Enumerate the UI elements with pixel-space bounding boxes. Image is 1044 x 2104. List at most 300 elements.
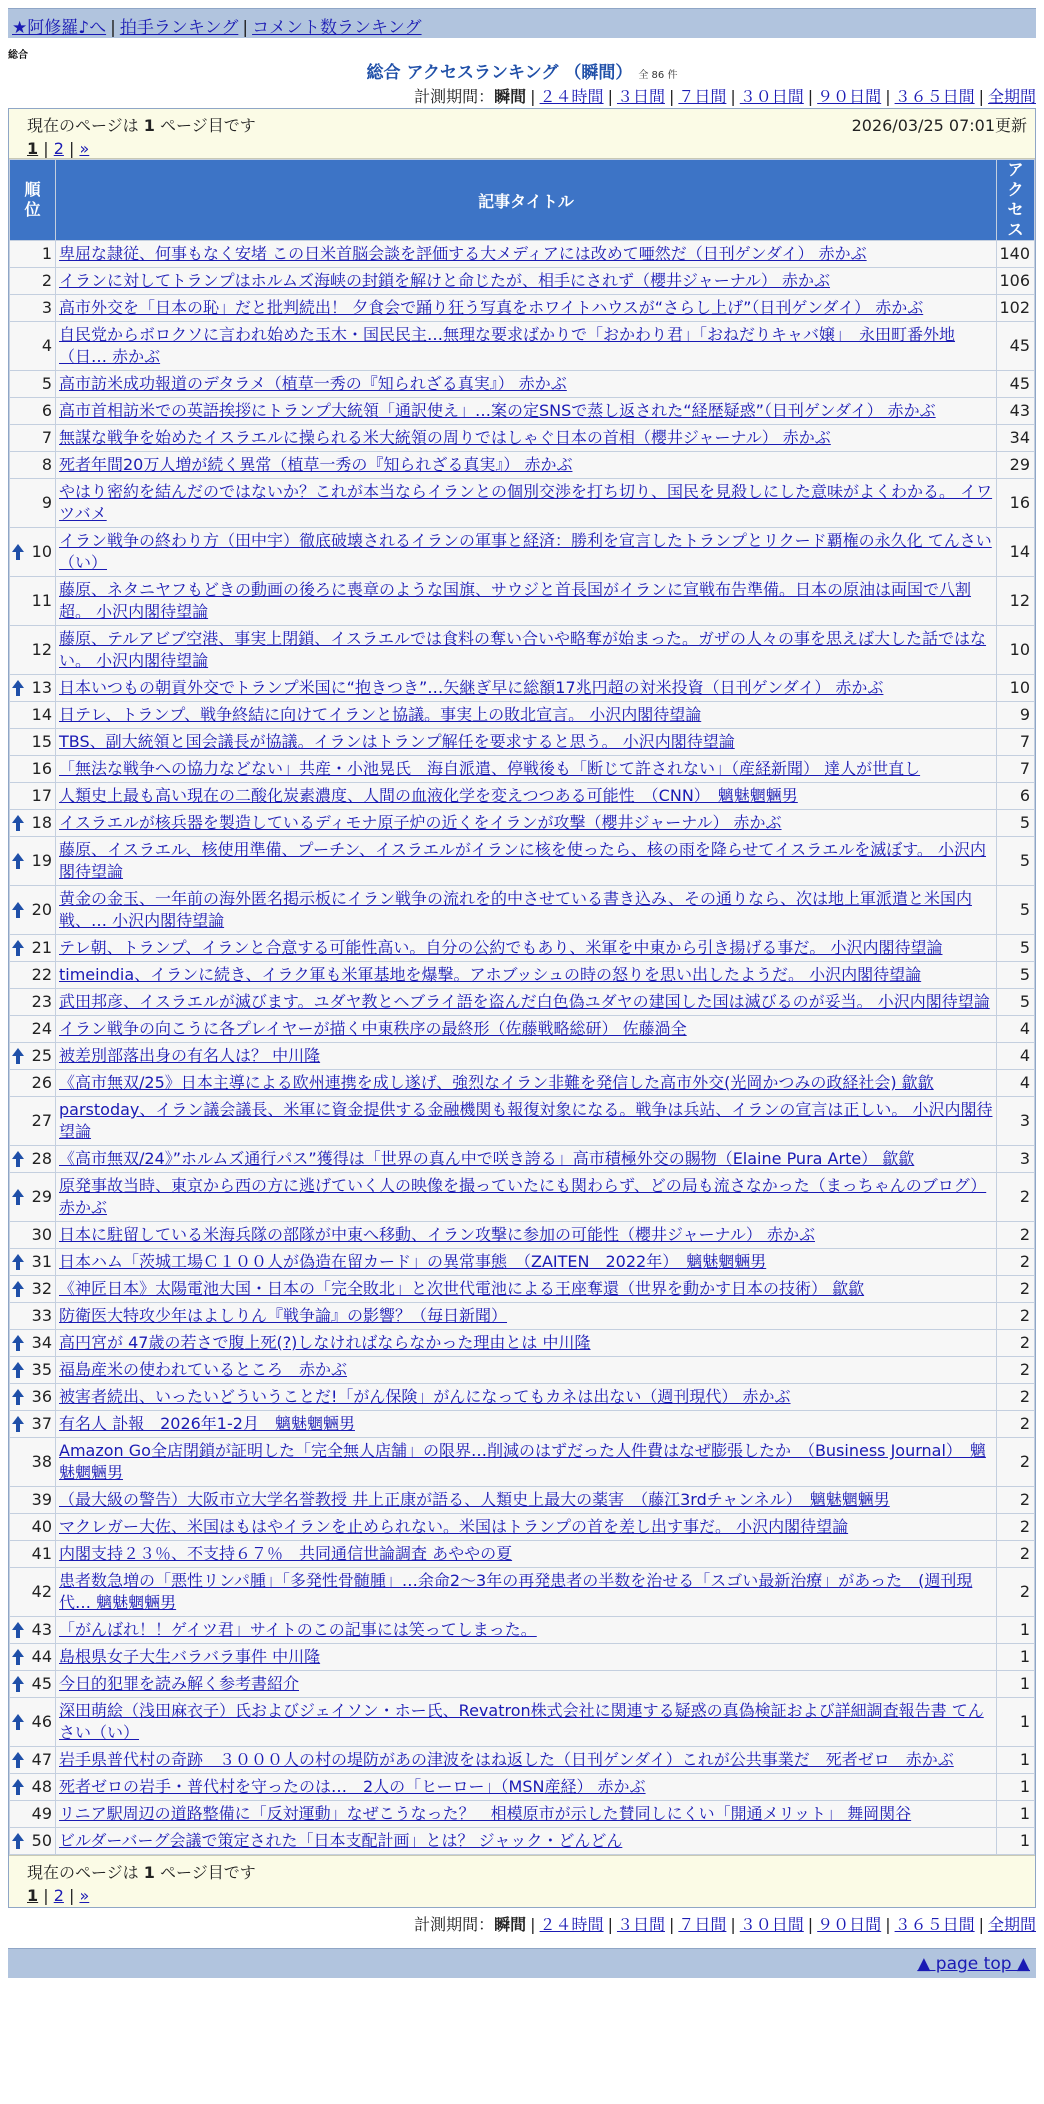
rank-up-arrow-icon <box>12 1416 24 1432</box>
access-count: 5 <box>997 886 1035 935</box>
table-row <box>10 1384 1035 1411</box>
period-selector-bottom <box>414 1912 1036 1935</box>
table-row <box>10 756 1035 783</box>
access-count: 1 <box>997 1828 1035 1855</box>
period-separator: | <box>730 87 736 106</box>
article-link[interactable]: 岩手県普代村の奇跡 ３０００人の村の堤防があの津波をはね返した（日刊ゲンダイ）これが公共事業だ 死者ゼロ 赤かぶ <box>59 1750 954 1769</box>
article-link[interactable]: 「がんばれ！！ゲイツ君」サイトのこの記事には笑ってしまった。 <box>59 1620 537 1639</box>
rank-number: 16 <box>31 759 52 778</box>
title-cell <box>56 1303 997 1330</box>
access-count: 102 <box>997 295 1035 322</box>
access-count: 1 <box>997 1698 1035 1747</box>
rank-number: 39 <box>31 1490 52 1509</box>
article-link[interactable]: 藤原、ネタニヤフもどきの動画の後ろに喪章のような国旗、サウジと首長国がイランに宣戦布告準備。日本の原油は両国で八割超。 小沢内閣待望論 <box>59 580 972 621</box>
rank-number: 32 <box>31 1279 52 1298</box>
rank-up-arrow-icon <box>12 853 24 869</box>
rank-cell <box>10 1671 56 1698</box>
article-link[interactable]: 高市訪米成功報道のデタラメ（植草一秀の『知られざる真実』） 赤かぶ <box>59 374 567 393</box>
article-link[interactable]: 自民党からボロクソに言われ始めた玉木・国民民主…無理な要求ばかりで「おかわり君」「おねだりキャバ嬢」 永田町番外地（日… 赤かぶ <box>59 325 956 366</box>
article-link[interactable]: 《高市無双/25》日本主導による欧州連携を成し遂げ、強烈なイラン非難を発信した高市外交(光岡かつみの政経社会) 歙歙 <box>59 1073 934 1092</box>
title-cell <box>56 1747 997 1774</box>
title-cell <box>56 1487 997 1514</box>
title-cell <box>56 1514 997 1541</box>
table-row <box>10 1747 1035 1774</box>
page-title <box>0 58 1044 83</box>
rank-up-arrow-icon <box>12 1714 24 1730</box>
rank-cell <box>10 989 56 1016</box>
article-link[interactable]: 藤原、テルアビブ空港、事実上閉鎖、イスラエルでは食料の奪い合いや略奪が始まった。ガザの人々の事を思えば大した話ではない。 小沢内閣待望論 <box>59 629 987 670</box>
ranking-rows <box>10 241 1035 1855</box>
pager-next[interactable]: » <box>79 1886 90 1905</box>
table-row <box>10 1568 1035 1617</box>
access-count: 2 <box>997 1541 1035 1568</box>
access-count: 2 <box>997 1276 1035 1303</box>
table-row <box>10 1303 1035 1330</box>
rank-cell <box>10 1016 56 1043</box>
article-link[interactable]: 被差別部落出身の有名人は？ 中川隆 <box>59 1046 321 1065</box>
rank-number: 40 <box>31 1517 52 1536</box>
rank-number: 46 <box>31 1712 52 1731</box>
rank-cell <box>10 1644 56 1671</box>
table-row <box>10 989 1035 1016</box>
article-link[interactable]: 今日的犯罪を読み解く参考書紹介 <box>59 1674 300 1693</box>
article-link[interactable]: 藤原、イスラエル、核使用準備、プーチン、イスラエルがイランに核を使ったら、核の雨を降らせてイスラエルを滅ぼす。 小沢内閣待望論 <box>59 840 987 881</box>
rank-cell <box>10 1514 56 1541</box>
rank-number: 1 <box>41 244 52 263</box>
article-link[interactable]: parstoday、イラン議会議長、米軍に資金提供する金融機関も報復対象になる。戦争は兵站、イランの宣言は正しい。 小沢内閣待望論 <box>59 1100 993 1141</box>
title-cell <box>56 479 997 528</box>
access-count: 2 <box>997 1438 1035 1487</box>
table-row <box>10 1070 1035 1097</box>
access-count: 2 <box>997 1303 1035 1330</box>
rank-cell <box>10 1617 56 1644</box>
period-label: 計測期間： <box>414 87 495 106</box>
article-link[interactable]: 死者年間20万人増が続く異常（植草一秀の『知られざる真実』） 赤かぶ <box>59 455 573 474</box>
table-row <box>10 1828 1035 1855</box>
table-row <box>10 729 1035 756</box>
article-link[interactable]: マクレガー大佐、米国はもはやイランを止められない。米国はトランプの首を差し出す事だ。 小沢内閣待望論 <box>59 1517 849 1536</box>
access-count: 1 <box>997 1644 1035 1671</box>
rank-cell <box>10 295 56 322</box>
access-count: 106 <box>997 268 1035 295</box>
table-row <box>10 1698 1035 1747</box>
table-row <box>10 626 1035 675</box>
rank-up-arrow-icon <box>12 902 24 918</box>
title-cell <box>56 837 997 886</box>
rank-cell <box>10 1357 56 1384</box>
period-link[interactable]: ９０日間 <box>817 87 882 106</box>
rank-cell <box>10 702 56 729</box>
rank-number: 4 <box>41 336 52 355</box>
article-link[interactable]: 《神匠日本》太陽電池大国・日本の「完全敗北」と次世代電池による王座奪還（世界を動かす日本の技術） 歙歙 <box>59 1279 865 1298</box>
period-link[interactable]: ３６５日間 <box>894 87 975 106</box>
access-count: 7 <box>997 756 1035 783</box>
rank-up-arrow-icon <box>12 1335 24 1351</box>
access-count: 2 <box>997 1514 1035 1541</box>
article-link[interactable]: 高市首相訪米での英語挨拶にトランプ大統領「通訳使え」…案の定SNSで蒸し返された“経歴疑惑”（日刊ゲンダイ） 赤かぶ <box>59 401 936 420</box>
access-count: 5 <box>997 837 1035 886</box>
rank-number: 11 <box>31 591 52 610</box>
article-link[interactable]: timeindia、イランに続き、イラク軍も米軍基地を爆撃。アホブッシュの時の怒りを思い出したようだ。 小沢内閣待望論 <box>59 965 922 984</box>
rank-cell <box>10 479 56 528</box>
article-link[interactable]: やはり密約を結んだのではないか？これが本当ならイランとの個別交渉を打ち切り、国民を見殺しにした意味がよくわかる。 イワツバメ <box>59 482 993 523</box>
rank-number: 18 <box>31 813 52 832</box>
rank-number: 35 <box>31 1360 52 1379</box>
rank-number: 25 <box>31 1046 52 1065</box>
table-row <box>10 702 1035 729</box>
table-row <box>10 1514 1035 1541</box>
access-count: 5 <box>997 962 1035 989</box>
article-link[interactable]: 島根県女子大生バラバラ事件 中川隆 <box>59 1647 321 1666</box>
access-count: 1 <box>997 1671 1035 1698</box>
table-row <box>10 675 1035 702</box>
header-count: アクセス <box>997 160 1035 241</box>
rank-number: 2 <box>41 271 52 290</box>
table-row <box>10 241 1035 268</box>
table-row <box>10 425 1035 452</box>
rank-number: 30 <box>31 1225 52 1244</box>
rank-number: 36 <box>31 1387 52 1406</box>
article-link[interactable]: テレ朝、トランプ、イランと合意する可能性高い。自分の公約でもあり、米軍を中東から引き揚げる事だ。 小沢内閣待望論 <box>59 938 943 957</box>
table-row <box>10 371 1035 398</box>
rank-number: 33 <box>31 1306 52 1325</box>
table-row <box>10 1043 1035 1070</box>
title-cell <box>56 1644 997 1671</box>
rank-number: 24 <box>31 1019 52 1038</box>
access-count: 2 <box>997 1411 1035 1438</box>
rank-up-arrow-icon <box>12 680 24 696</box>
table-row <box>10 1644 1035 1671</box>
article-link[interactable]: 深田萌絵（浅田麻衣子）氏およびジェイソン・ホー氏、Revatron株式会社に関連する疑惑の真偽検証および詳細調査報告書 てんさい（い） <box>59 1701 984 1742</box>
article-link[interactable]: 日本に駐留している米海兵隊の部隊が中東へ移動、イラン攻撃に参加の可能性（櫻井ジャーナル） 赤かぶ <box>59 1225 815 1244</box>
rank-cell <box>10 729 56 756</box>
rank-number: 23 <box>31 992 52 1011</box>
access-count: 2 <box>997 1487 1035 1514</box>
table-row <box>10 1016 1035 1043</box>
title-cell <box>56 371 997 398</box>
table-row <box>10 1222 1035 1249</box>
article-link[interactable]: 防衛医大特攻少年はよしりん『戦争論』の影響？（毎日新聞） <box>59 1306 508 1325</box>
period-link[interactable]: ２４時間 <box>539 1915 604 1934</box>
article-link[interactable]: イスラエルが核兵器を製造しているディモナ原子炉の近くをイランが攻撃（櫻井ジャーナル） 赤かぶ <box>59 813 782 832</box>
rank-number: 31 <box>31 1252 52 1271</box>
rank-cell <box>10 1249 56 1276</box>
rank-number: 45 <box>31 1674 52 1693</box>
rank-up-arrow-icon <box>12 544 24 560</box>
period-selector-top <box>414 84 1036 107</box>
rank-cell <box>10 1541 56 1568</box>
table-row <box>10 1276 1035 1303</box>
rank-up-arrow-icon <box>12 940 24 956</box>
title-cell <box>56 1330 997 1357</box>
table-row <box>10 398 1035 425</box>
title-cell <box>56 1173 997 1222</box>
title-cell <box>56 1357 997 1384</box>
rank-cell <box>10 577 56 626</box>
ranking-box <box>8 108 1036 1908</box>
rank-cell <box>10 1276 56 1303</box>
period-separator: | <box>807 87 814 106</box>
rank-number: 12 <box>31 640 52 659</box>
rank-up-arrow-icon <box>12 1389 24 1405</box>
rank-up-arrow-icon <box>12 1362 24 1378</box>
article-link[interactable]: （最大級の警告）大阪市立大学名誉教授 井上正康が語る、人類史上最大の薬害 （藤江3rdチャンネル） 魑魅魍魎男 <box>59 1490 890 1509</box>
period-link[interactable]: ３０日間 <box>739 1915 804 1934</box>
rank-up-arrow-icon <box>12 1752 24 1768</box>
period-link[interactable]: 全期間 <box>987 87 1036 106</box>
table-row <box>10 1357 1035 1384</box>
article-link[interactable]: 死者ゼロの岩手・普代村を守ったのは… 2人の「ヒーロー」（MSN産経） 赤かぶ <box>59 1777 646 1796</box>
table-row <box>10 810 1035 837</box>
rank-cell <box>10 626 56 675</box>
table-row <box>10 1541 1035 1568</box>
table-row <box>10 1411 1035 1438</box>
rank-number: 43 <box>31 1620 52 1639</box>
title-cell <box>56 1698 997 1747</box>
rank-number: 49 <box>31 1804 52 1823</box>
access-count: 5 <box>997 989 1035 1016</box>
title-cell <box>56 1801 997 1828</box>
table-header-row <box>10 160 1035 241</box>
article-link[interactable]: Amazon Go全店閉鎖が証明した「完全無人店舗」の限界…削減のはずだった人件費はなぜ膨張したか （Business Journal） 魑魅魍魎男 <box>59 1441 986 1482</box>
article-link[interactable]: 人類史上最も高い現在の二酸化炭素濃度、人間の血液化学を変えつつある可能性 （CNN） 魑魅魍魎男 <box>59 786 798 805</box>
rank-cell <box>10 1173 56 1222</box>
access-count: 4 <box>997 1016 1035 1043</box>
article-link[interactable]: 日テレ、トランプ、戦争終結に向けてイランと協議。事実上の敗北宣言。 小沢内閣待望論 <box>59 705 702 724</box>
title-cell <box>56 962 997 989</box>
title-cell <box>56 1384 997 1411</box>
access-count: 5 <box>997 810 1035 837</box>
title-cell <box>56 756 997 783</box>
rank-cell <box>10 1801 56 1828</box>
rank-cell <box>10 1222 56 1249</box>
article-link[interactable]: 「無法な戦争への協力などない」共産・小池晃氏 海自派遣、停戦後も「断じて許されない」（産経新聞） 達人が世直し <box>59 759 921 778</box>
access-count: 2 <box>997 1357 1035 1384</box>
home-link[interactable]: ★阿修羅♪へ <box>12 18 107 38</box>
rank-cell <box>10 241 56 268</box>
article-link[interactable]: リニア駅周辺の道路整備に「反対運動」なぜこうなった？ 相模原市が示した賛同しにくい「開通メリット」 舞岡関谷 <box>59 1804 912 1823</box>
table-row <box>10 452 1035 479</box>
article-link[interactable]: TBS、副大統領と国会議長が協議。イランはトランプ解任を要求すると思う。 小沢内閣待望論 <box>59 732 735 751</box>
article-link[interactable]: 《高市無双/24》”ホルムズ通行パス”獲得は「世界の真ん中で咲き誇る」高市積極外交の賜物（Elaine Pura Arte） 歙歙 <box>59 1149 915 1168</box>
title-cell <box>56 577 997 626</box>
article-link[interactable]: イラン戦争の終わり方（田中宇）徹底破壊されるイランの軍事と経済：勝利を宣言したトランプとリクード覇権の永久化 てんさい（い） <box>59 531 992 572</box>
rank-number: 27 <box>31 1111 52 1130</box>
rank-cell <box>10 810 56 837</box>
page-info-text: 現在のページは 1 ページ目です <box>27 1863 256 1882</box>
rank-up-arrow-icon <box>12 1151 24 1167</box>
rank-number: 3 <box>41 298 52 317</box>
table-row <box>10 783 1035 810</box>
rank-up-arrow-icon <box>12 1833 24 1849</box>
rank-number: 41 <box>31 1544 52 1563</box>
access-count: 4 <box>997 1043 1035 1070</box>
title-cell <box>56 1249 997 1276</box>
access-count: 9 <box>997 702 1035 729</box>
rank-number: 21 <box>31 938 52 957</box>
rank-number: 47 <box>31 1750 52 1769</box>
title-cell <box>56 626 997 675</box>
title-cell <box>56 1411 997 1438</box>
access-count: 2 <box>997 1249 1035 1276</box>
table-row <box>10 935 1035 962</box>
article-link[interactable]: イラン戦争の向こうに各プレイヤーが描く中東秩序の最終形（佐藤戦略総研） 佐藤渦全 <box>59 1019 687 1038</box>
period-link[interactable]: ３日間 <box>616 1915 665 1934</box>
rank-up-arrow-icon <box>12 1254 24 1270</box>
rank-number: 28 <box>31 1149 52 1168</box>
access-count: 10 <box>997 675 1035 702</box>
title-cell <box>56 886 997 935</box>
title-cell <box>56 810 997 837</box>
article-link[interactable]: 高市外交を「日本の恥」だと批判続出！ 夕食会で踊り狂う写真をホワイトハウスが“さらし上げ”（日刊ゲンダイ） 赤かぶ <box>59 298 924 317</box>
rank-cell <box>10 886 56 935</box>
rank-cell <box>10 398 56 425</box>
rank-cell <box>10 935 56 962</box>
rank-number: 38 <box>31 1452 52 1471</box>
pager-next[interactable]: » <box>79 139 90 158</box>
title-cell <box>56 1222 997 1249</box>
title-cell <box>56 425 997 452</box>
title-cell <box>56 268 997 295</box>
access-count: 3 <box>997 1146 1035 1173</box>
period-label: 計測期間： <box>414 1915 495 1934</box>
title-cell <box>56 528 997 577</box>
article-link[interactable]: イランに対してトランプはホルムズ海峡の封鎖を解けと命じたが、相手にされず（櫻井ジャーナル） 赤かぶ <box>59 271 831 290</box>
title-cell <box>56 783 997 810</box>
article-link[interactable]: 日本ハム「茨城工場Ｃ１００人が偽造在留カード」の異常事態 （ZAITEN 2022年） 魑魅魍魎男 <box>59 1252 767 1271</box>
period-separator: | <box>668 87 675 106</box>
rank-number: 14 <box>31 705 52 724</box>
period-link[interactable]: 全期間 <box>987 1915 1036 1934</box>
period-link[interactable]: ３６５日間 <box>894 1915 975 1934</box>
title-cell <box>56 1146 997 1173</box>
rank-number: 17 <box>31 786 52 805</box>
clap-ranking-link[interactable]: 拍手ランキング <box>119 18 239 38</box>
updated-timestamp: 2026/03/25 07:01更新 <box>851 116 1027 135</box>
access-count: 5 <box>997 935 1035 962</box>
page-info-top <box>9 109 1035 159</box>
rank-up-arrow-icon <box>12 1281 24 1297</box>
article-link[interactable]: ビルダーバーグ会議で策定された「日本支配計画」とは？ ジャック・どんどん <box>59 1831 623 1850</box>
period-separator: | <box>668 1915 675 1934</box>
rank-cell <box>10 1097 56 1146</box>
pager-bottom: 1 | 2 | » <box>27 1886 90 1905</box>
top-nav-bar <box>8 8 1036 38</box>
article-link[interactable]: 日本いつもの朝貢外交でトランプ米国に“抱きつき”…矢継ぎ早に総額17兆円超の対米投資（日刊ゲンダイ） 赤かぶ <box>59 678 884 697</box>
nav-separator: | <box>110 18 116 38</box>
ranking-title: 総合 アクセスランキング （瞬間） <box>366 63 633 83</box>
title-cell <box>56 241 997 268</box>
access-count: 3 <box>997 1097 1035 1146</box>
table-row <box>10 1487 1035 1514</box>
period-link[interactable]: ７日間 <box>678 87 727 106</box>
rank-cell <box>10 425 56 452</box>
rank-cell <box>10 322 56 371</box>
rank-number: 44 <box>31 1647 52 1666</box>
rank-cell <box>10 675 56 702</box>
table-row <box>10 837 1035 886</box>
rank-number: 9 <box>41 493 52 512</box>
rank-number: 6 <box>41 401 52 420</box>
period-separator: | <box>978 1915 984 1934</box>
period-link[interactable]: ３日間 <box>616 87 665 106</box>
period-link[interactable]: ３０日間 <box>739 87 804 106</box>
rank-up-arrow-icon <box>12 815 24 831</box>
title-cell <box>56 452 997 479</box>
table-row <box>10 479 1035 528</box>
article-link[interactable]: 卑屈な隷従、何事もなく安堵 この日米首脳会談を評価する大メディアには改めて唖然だ（日刊ゲンダイ） 赤かぶ <box>59 244 867 263</box>
article-link[interactable]: 内閣支持２３％、不支持６７％ 共同通信世論調査 あややの夏 <box>59 1544 513 1563</box>
category-tag: 総合 <box>8 50 28 61</box>
article-link[interactable]: 患者数急増の「悪性リンパ腫」「多発性骨髄腫」…余命2～3年の再発患者の半数を治せる「スゴい最新治療」があった (週刊現代… 魑魅魍魎男 <box>59 1571 973 1612</box>
article-link[interactable]: 高円宮が 47歳の若さで腹上死(?)しなければならなかった理由とは 中川隆 <box>59 1333 591 1352</box>
rank-up-arrow-icon <box>12 1189 24 1205</box>
period-separator: | <box>885 87 891 106</box>
rank-cell <box>10 1487 56 1514</box>
article-link[interactable]: 福島産米の使われているところ 赤かぶ <box>59 1360 348 1379</box>
title-cell <box>56 702 997 729</box>
access-count: 140 <box>997 241 1035 268</box>
pager-top: 1 | 2 | » <box>27 139 90 158</box>
rank-cell <box>10 452 56 479</box>
article-link[interactable]: 黄金の金玉、一年前の海外匿名掲示板にイラン戦争の流れを的中させている書き込み、その通りなら、次は地上軍派遣と米国内戦、… 小沢内閣待望論 <box>59 889 972 930</box>
article-link[interactable]: 原発事故当時、東京から西の方に逃げていく人の映像を撮っていたにも関わらず、どの局も流さなかった（まっちゃんのブログ） 赤かぶ <box>59 1176 987 1217</box>
footer-bar <box>8 1948 1036 1978</box>
access-count: 2 <box>997 1330 1035 1357</box>
table-row <box>10 1617 1035 1644</box>
title-cell <box>56 1617 997 1644</box>
rank-number: 20 <box>31 900 52 919</box>
period-link[interactable]: ９０日間 <box>817 1915 882 1934</box>
comment-ranking-link[interactable]: コメント数ランキング <box>252 18 422 38</box>
rank-cell <box>10 1070 56 1097</box>
rank-cell <box>10 1774 56 1801</box>
header-title: 記事タイトル <box>56 160 997 241</box>
page-top-link[interactable]: ▲ page top ▲ <box>917 1954 1030 1974</box>
table-row <box>10 1801 1035 1828</box>
period-separator: | <box>530 87 536 106</box>
rank-number: 8 <box>41 455 52 474</box>
rank-up-arrow-icon <box>12 1676 24 1692</box>
rank-cell <box>10 1411 56 1438</box>
rank-cell <box>10 371 56 398</box>
pager-page-2[interactable]: 2 <box>53 1886 64 1905</box>
title-cell <box>56 295 997 322</box>
access-count: 43 <box>997 398 1035 425</box>
article-link[interactable]: 武田邦彦、イスラエルが滅びます。ユダヤ教とヘブライ語を盗んだ白色偽ユダヤの建国した国は滅びるのが妥当。 小沢内閣待望論 <box>59 992 990 1011</box>
access-count: 7 <box>997 729 1035 756</box>
access-count: 29 <box>997 452 1035 479</box>
article-link[interactable]: 被害者続出、いったいどういうことだ!「がん保険」がんになってもカネは出ない（週刊現代） 赤かぶ <box>59 1387 791 1406</box>
period-link[interactable]: ２４時間 <box>539 87 604 106</box>
rank-up-arrow-icon <box>12 1649 24 1665</box>
access-count: 1 <box>997 1801 1035 1828</box>
article-link[interactable]: 有名人 訃報 2026年1-2月 魑魅魍魎男 <box>59 1414 355 1433</box>
table-row <box>10 1249 1035 1276</box>
access-count: 2 <box>997 1173 1035 1222</box>
article-link[interactable]: 無謀な戦争を始めたイスラエルに操られる米大統領の周りではしゃぐ日本の首相（櫻井ジャーナル） 赤かぶ <box>59 428 831 447</box>
period-link[interactable]: ７日間 <box>678 1915 727 1934</box>
title-cell <box>56 935 997 962</box>
title-cell <box>56 1097 997 1146</box>
table-row <box>10 1774 1035 1801</box>
access-count: 6 <box>997 783 1035 810</box>
rank-cell <box>10 1384 56 1411</box>
title-cell <box>56 1828 997 1855</box>
table-row <box>10 1173 1035 1222</box>
pager-page-2[interactable]: 2 <box>53 139 64 158</box>
rank-up-arrow-icon <box>12 1048 24 1064</box>
